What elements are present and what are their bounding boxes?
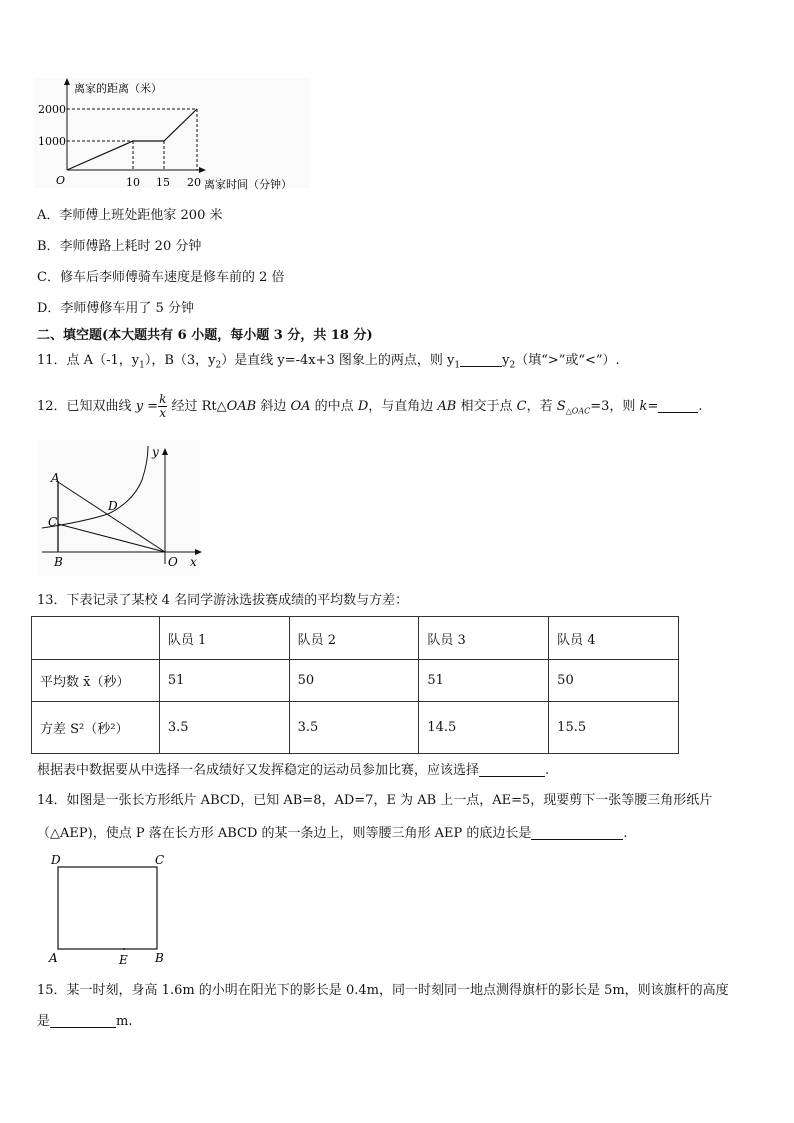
table-cell: 50 (549, 660, 679, 702)
graph1-origin: O (56, 174, 66, 187)
label-a: A (49, 951, 58, 965)
answer-blank (479, 762, 545, 777)
graph1-y-tick: 1000 (38, 135, 66, 148)
question-13-intro: 13．下表记录了某校 4 名同学游泳选拔赛成绩的平均数与方差： (37, 593, 409, 608)
stats-table (31, 616, 679, 754)
table-header-cell (32, 617, 160, 660)
option-c: C．修车后李师傅骑车速度是修车前的 2 倍 (37, 270, 285, 285)
table-cell: 14.5 (419, 702, 549, 754)
table-header-cell: 队员 4 (549, 617, 679, 660)
answer-blank (50, 1013, 116, 1028)
label-c: C (48, 515, 58, 529)
label-d: D (51, 853, 61, 867)
label-o: O (168, 555, 178, 569)
question-13-conclusion: 根据表中数据要从中选择一名成绩好又发挥稳定的运动员参加比赛，应该选择 . (37, 763, 550, 778)
graph1-y-label: 离家的距离（米） (74, 82, 162, 95)
option-b: B．李师傅路上耗时 20 分钟 (37, 239, 202, 254)
graph1-y-tick: 2000 (38, 103, 66, 116)
graph1-x-label: 离家时间（分钟） (204, 178, 292, 191)
option-a: A．李师傅上班处距他家 200 米 (37, 208, 223, 223)
answer-blank (531, 825, 623, 840)
label-c: C (155, 853, 165, 867)
table-header-cell: 队员 3 (419, 617, 549, 660)
option-d: D．李师傅修车用了 5 分钟 (37, 301, 194, 316)
label-y: y (152, 445, 159, 459)
rectangle-abcd-figure (44, 852, 174, 968)
question-11: 11．点 A（-1，$y_1$），B（3，$y_2$）是直线 y=-4x+3 图象上的两点，则 $y_1$ $y_2$（填“>”或“<”）. (37, 353, 620, 371)
question-15-line2: 是 m. (37, 1014, 133, 1029)
table-cell: 3.5 (159, 702, 289, 754)
question-14-line1: 14．如图是一张长方形纸片 ABCD，已知 AB=8，AD=7，E 为 AB 上一点，AE=5，现要剪下一张等腰三角形纸片 (37, 793, 713, 808)
question-12: 12．已知双曲线 y = $\frac{k}{x}$ 经过 Rt△OAB 斜边 OA 的中点 D，与直角边 AB 相交于点 C，若 $S_{\triangle OAC}=3$，则 k= . (37, 392, 703, 420)
label-e: E (119, 953, 128, 967)
graph1-x-tick: 15 (156, 176, 170, 189)
table-row (32, 702, 679, 754)
table-cell: 3.5 (289, 702, 419, 754)
graph1-x-tick: 10 (126, 176, 140, 189)
table-cell: 51 (419, 660, 549, 702)
row-label-variance: 方差 S²（秒²） (32, 702, 160, 754)
table-cell: 15.5 (549, 702, 679, 754)
fraction-k-over-x: $\frac{k}{x}$ (159, 392, 167, 420)
hyperbola-triangle-figure (38, 440, 208, 578)
section-title: 二、填空题(本大题共有 6 小题，每小题 3 分，共 18 分) (37, 328, 373, 343)
table-cell: 51 (159, 660, 289, 702)
label-b: B (155, 951, 164, 965)
table-header-row (32, 617, 679, 660)
graph1-x-tick: 20 (187, 176, 201, 189)
table-header-cell: 队员 1 (159, 617, 289, 660)
question-14-line2: （△AEP)，使点 P 落在长方形 ABCD 的某一条边上，则等腰三角形 AEP 的底边长是 . (37, 826, 628, 841)
table-cell: 50 (289, 660, 419, 702)
label-x: x (190, 555, 197, 569)
table-row (32, 660, 679, 702)
distance-time-graph (34, 78, 324, 196)
label-b: B (54, 555, 63, 569)
row-label-mean: 平均数 x̄（秒） (32, 660, 160, 702)
label-d: D (108, 499, 118, 513)
label-a: A (51, 471, 60, 485)
answer-blank (658, 398, 698, 413)
question-15-line1: 15．某一时刻，身高 1.6m 的小明在阳光下的影长是 0.4m，同一时刻同一地点测得旗杆的影长是 5m，则该旗杆的高度 (37, 983, 729, 998)
answer-blank (460, 352, 502, 367)
table-header-cell: 队员 2 (289, 617, 419, 660)
